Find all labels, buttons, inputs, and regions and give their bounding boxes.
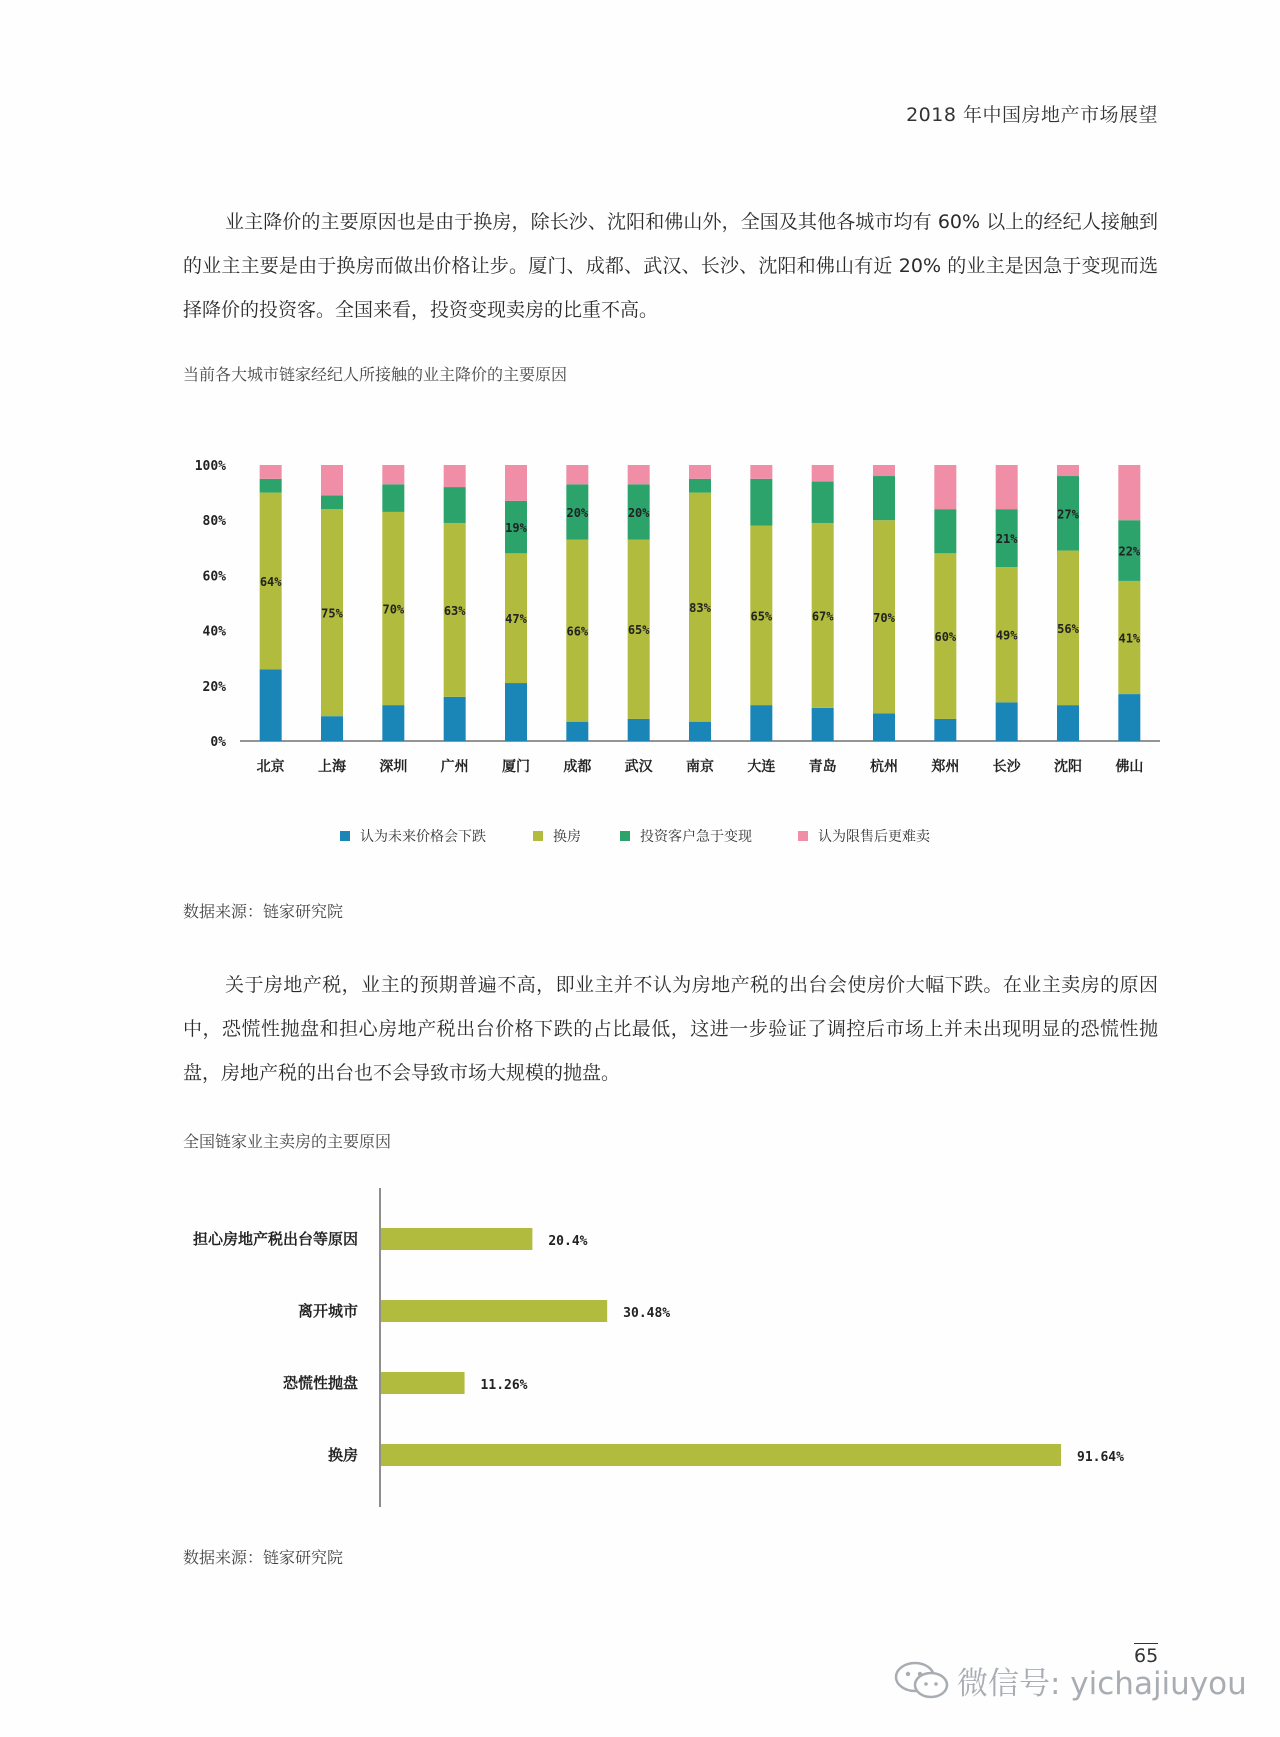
chart2-caption: 全国链家业主卖房的主要原因: [183, 1132, 392, 1151]
data-label: 47%: [505, 612, 527, 627]
x-tick-label: 郑州: [931, 759, 960, 775]
bar-segment: [1057, 705, 1079, 741]
bar-segment: [444, 697, 466, 741]
data-label: 65%: [627, 623, 650, 638]
x-tick-label: 大连: [747, 759, 776, 775]
bar-segment: [321, 716, 343, 741]
bar-segment: [566, 465, 588, 484]
bar: [381, 1372, 465, 1394]
category-label: 离开城市: [297, 1302, 358, 1320]
watermark-text: 微信号: yichajiuyou: [957, 1666, 1247, 1702]
bar-segment: [873, 465, 895, 476]
data-label: 22%: [1118, 544, 1141, 559]
y-tick-label: 100%: [194, 459, 226, 474]
chart1-source: 数据来源：链家研究院: [183, 902, 344, 921]
x-tick-label: 上海: [318, 759, 346, 775]
page-number-rule: [1134, 1643, 1158, 1644]
bar-segment: [689, 479, 711, 493]
data-label: 75%: [321, 606, 343, 621]
bar-segment: [444, 465, 466, 487]
y-tick-label: 40%: [202, 624, 226, 640]
y-tick-label: 80%: [202, 514, 226, 530]
bar-segment: [812, 465, 834, 482]
bar-segment: [382, 484, 404, 512]
legend-label: 换房: [553, 829, 581, 845]
x-tick-label: 青岛: [808, 759, 837, 775]
bar-segment: [505, 683, 527, 741]
watermark: [893, 1656, 1253, 1706]
bar-segment: [812, 482, 834, 523]
bar-segment: [996, 702, 1018, 741]
paragraph-2: 关于房地产税，业主的预期普遍不高，即业主并不认为房地产税的出台会使房价大幅下跌。在业主卖房的原因中，恐慌性抛盘和担心房地产税出台价格下跌的占比最低，这进一步验证了调控后市场上并未出现明显的恐慌性抛盘，房地产税的出台也不会导致市场大规模的抛盘。: [183, 974, 1158, 1084]
data-label: 83%: [689, 601, 711, 616]
bar-segment: [689, 465, 711, 479]
data-label: 41%: [1118, 631, 1141, 646]
y-tick-label: 20%: [202, 679, 226, 695]
bar-segment: [750, 479, 772, 526]
legend-label: 投资客户急于变现: [640, 829, 752, 845]
data-label: 60%: [934, 630, 957, 645]
bar-segment: [260, 465, 282, 479]
data-label: 19%: [505, 521, 527, 536]
legend-swatch: [340, 831, 350, 841]
bar-segment: [812, 708, 834, 741]
x-tick-label: 广州: [440, 759, 469, 775]
x-tick-label: 厦门: [502, 759, 530, 775]
bar-segment: [1057, 465, 1079, 476]
bar-segment: [1118, 694, 1140, 741]
legend-label: 认为未来价格会下跌: [360, 829, 486, 845]
bar-segment: [628, 719, 650, 741]
data-label: 21%: [995, 532, 1018, 547]
bar-segment: [382, 465, 404, 484]
category-label: 担心房地产税出台等原因: [192, 1230, 358, 1248]
y-tick-label: 0%: [210, 735, 226, 750]
value-label: 11.26%: [480, 1378, 528, 1393]
x-tick-label: 成都: [563, 759, 592, 775]
bar-segment: [321, 465, 343, 495]
data-label: 20%: [566, 505, 589, 520]
value-label: 20.4%: [548, 1234, 588, 1249]
chart2-source: 数据来源：链家研究院: [183, 1548, 344, 1567]
bar-segment: [566, 722, 588, 741]
data-label: 49%: [995, 628, 1018, 643]
page-number: 65: [1134, 1645, 1159, 1667]
bar: [381, 1444, 1061, 1466]
bar: [381, 1228, 532, 1250]
category-label: 换房: [327, 1446, 358, 1464]
x-tick-label: 武汉: [624, 759, 653, 775]
data-label: 65%: [750, 609, 773, 624]
bar-segment: [873, 476, 895, 520]
legend-swatch: [533, 831, 543, 841]
data-label: 63%: [443, 603, 466, 618]
bar-segment: [382, 705, 404, 741]
bar-segment: [750, 465, 772, 479]
bar-segment: [260, 479, 282, 493]
bar-segment: [934, 719, 956, 741]
legend-swatch: [798, 831, 808, 841]
y-tick-label: 60%: [202, 569, 226, 585]
chart1-caption: 当前各大城市链家经纪人所接触的业主降价的主要原因: [183, 365, 568, 384]
paragraph-1: 业主降价的主要原因也是由于换房，除长沙、沈阳和佛山外，全国及其他各城市均有 60% 以上的经纪人接触到的业主主要是由于换房而做出价格让步。厦门、成都、武汉、长沙、沈阳和佛山有近 20% 的业主是因急于变现而选择降价的投资客。全国来看，投资变现卖房的比重不高。: [183, 211, 1158, 321]
bar-segment: [321, 495, 343, 509]
stacked-bar-chart: [0, 440, 1280, 860]
x-tick-label: 杭州: [870, 759, 898, 775]
bar-segment: [1118, 465, 1140, 520]
data-label: 27%: [1057, 507, 1079, 522]
bar-segment: [873, 713, 895, 741]
data-label: 64%: [259, 574, 282, 589]
bar-segment: [934, 465, 956, 509]
data-label: 66%: [566, 624, 589, 639]
category-label: 恐慌性抛盘: [282, 1374, 358, 1392]
data-label: 56%: [1057, 621, 1079, 636]
bar-segment: [934, 509, 956, 553]
bar-segment: [505, 465, 527, 501]
data-label: 20%: [627, 505, 650, 520]
x-tick-label: 长沙: [992, 759, 1021, 775]
data-label: 70%: [382, 602, 405, 617]
bar-segment: [444, 487, 466, 523]
x-tick-label: 沈阳: [1054, 759, 1082, 775]
bar: [381, 1300, 607, 1322]
data-label: 70%: [873, 610, 895, 625]
bar-segment: [628, 465, 650, 484]
x-tick-label: 深圳: [379, 759, 408, 775]
data-label: 67%: [811, 609, 834, 624]
x-tick-label: 北京: [256, 759, 285, 775]
value-label: 91.64%: [1077, 1450, 1124, 1465]
legend-swatch: [620, 831, 630, 841]
bar-segment: [996, 465, 1018, 509]
legend-label: 认为限售后更难卖: [818, 829, 930, 845]
page-header-title: 2018 年中国房地产市场展望: [906, 104, 1158, 126]
bar-segment: [260, 669, 282, 741]
bar-segment: [750, 705, 772, 741]
horizontal-bar-chart: [0, 1180, 1280, 1520]
bar-segment: [689, 722, 711, 741]
x-tick-label: 南京: [686, 759, 714, 775]
wechat-icon: [893, 1660, 951, 1700]
value-label: 30.48%: [623, 1306, 671, 1321]
x-tick-label: 佛山: [1115, 759, 1144, 775]
